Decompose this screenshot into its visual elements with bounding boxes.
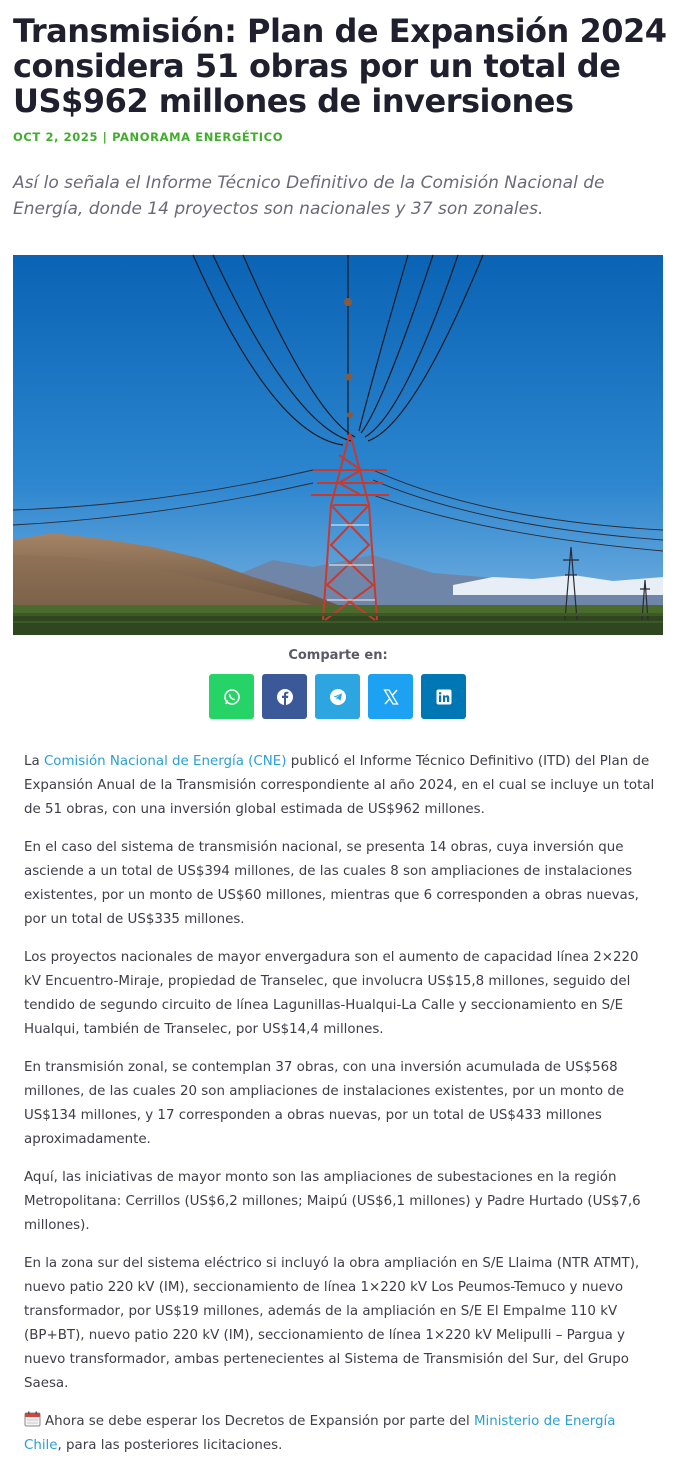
paragraph-1	[24, 750, 656, 822]
whatsapp-icon	[223, 688, 241, 706]
p7-text-end: , para las posteriores licitaciones.	[57, 1438, 283, 1453]
cne-link[interactable]: Comisión Nacional de Energía (CNE)	[43, 754, 287, 769]
meta-separator: |	[102, 130, 108, 144]
telegram-icon	[329, 688, 347, 706]
paragraph-4: En transmisión zonal, se contemplan 37 obras, con una inversión acumulada de US$568 millones, de las cuales 20 son ampliaciones de instalaciones existentes, por un monto de US$134 millones, y 17 corresponden a obras nuevas, por un total de US$433 millones aproximadamente.	[24, 1060, 625, 1147]
share-label: Comparte en:	[288, 648, 388, 663]
x-icon	[382, 688, 400, 706]
share-linkedin-button[interactable]	[421, 674, 466, 719]
p7-text-start: Ahora se debe esperar los Decretos de Expansión por parte del	[45, 1414, 474, 1429]
article-body	[24, 750, 656, 1472]
article-category-link[interactable]: PANORAMA ENERGÉTICO	[112, 130, 284, 144]
share-buttons	[209, 674, 466, 719]
paragraph-7	[24, 1410, 656, 1458]
linkedin-icon	[435, 688, 453, 706]
ministerio-energia-link[interactable]: Ministerio de Energía Chile	[24, 1414, 616, 1453]
p1-text-end: publicó el Informe Técnico Definitivo (ITD) del Plan de Expansión Anual de la Transmisión correspondiente al año 2024, en el cual se incluye un total de 51 obras, con una inversión global estimada de US$962 millones.	[24, 754, 655, 817]
article-title: Transmisión: Plan de Expansión 2024 considera 51 obras por un total de US$962 millones de inversiones	[13, 12, 667, 120]
share-x-button[interactable]	[368, 674, 413, 719]
article-date: OCT 2, 2025	[13, 130, 99, 144]
paragraph-2: En el caso del sistema de transmisión nacional, se presenta 14 obras, cuya inversión que asciende a un total de US$394 millones, de las cuales 8 son ampliaciones de instalaciones existentes, por un monto de US$60 millones, mientras que 6 corresponden a obras nuevas, por un total de US$335 millones.	[24, 840, 639, 927]
facebook-icon	[276, 688, 294, 706]
paragraph-5: Aquí, las iniciativas de mayor monto son las ampliaciones de subestaciones en la región Metropolitana: Cerrillos (US$6,2 millones; Maipú (US$6,1 millones) y Padre Hurtado (US$7,6 millones).	[24, 1170, 641, 1233]
article-meta	[13, 130, 283, 144]
calendar-icon	[24, 1411, 41, 1427]
share-whatsapp-button[interactable]	[209, 674, 254, 719]
paragraph-3: Los proyectos nacionales de mayor envergadura son el aumento de capacidad línea 2×220 kV Encuentro-Miraje, propiedad de Transelec, que involucra US$15,8 millones, seguido del tendido de segundo circuito de línea Lagunillas-Hualqui-La Calle y seccionamiento en S/E Hualqui, también de Transelec, por US$14,4 millones.	[24, 950, 639, 1037]
share-telegram-button[interactable]	[315, 674, 360, 719]
p1-text-start: La	[24, 754, 44, 769]
article-lead: Así lo señala el Informe Técnico Definitivo de la Comisión Nacional de Energía, donde 14 proyectos son nacionales y 37 son zonales.	[13, 173, 605, 219]
share-facebook-button[interactable]	[262, 674, 307, 719]
hero-image	[13, 255, 663, 635]
power-tower-photo	[13, 255, 663, 635]
paragraph-6: En la zona sur del sistema eléctrico si incluyó la obra ampliación en S/E Llaima (NTR ATMT), nuevo patio 220 kV (IM), seccionamiento de línea 1×220 kV Los Peumos-Temuco y nuevo transformador, por US$19 millones, además de la ampliación en S/E El Empalme 110 kV (BP+BT), nuevo patio 220 kV (IM), seccionamiento de línea 1×220 kV Melipulli – Pargua y nuevo transformador, ambas pertenecientes al Sistema de Transmisión del Sur, del Grupo Saesa.	[24, 1256, 640, 1391]
